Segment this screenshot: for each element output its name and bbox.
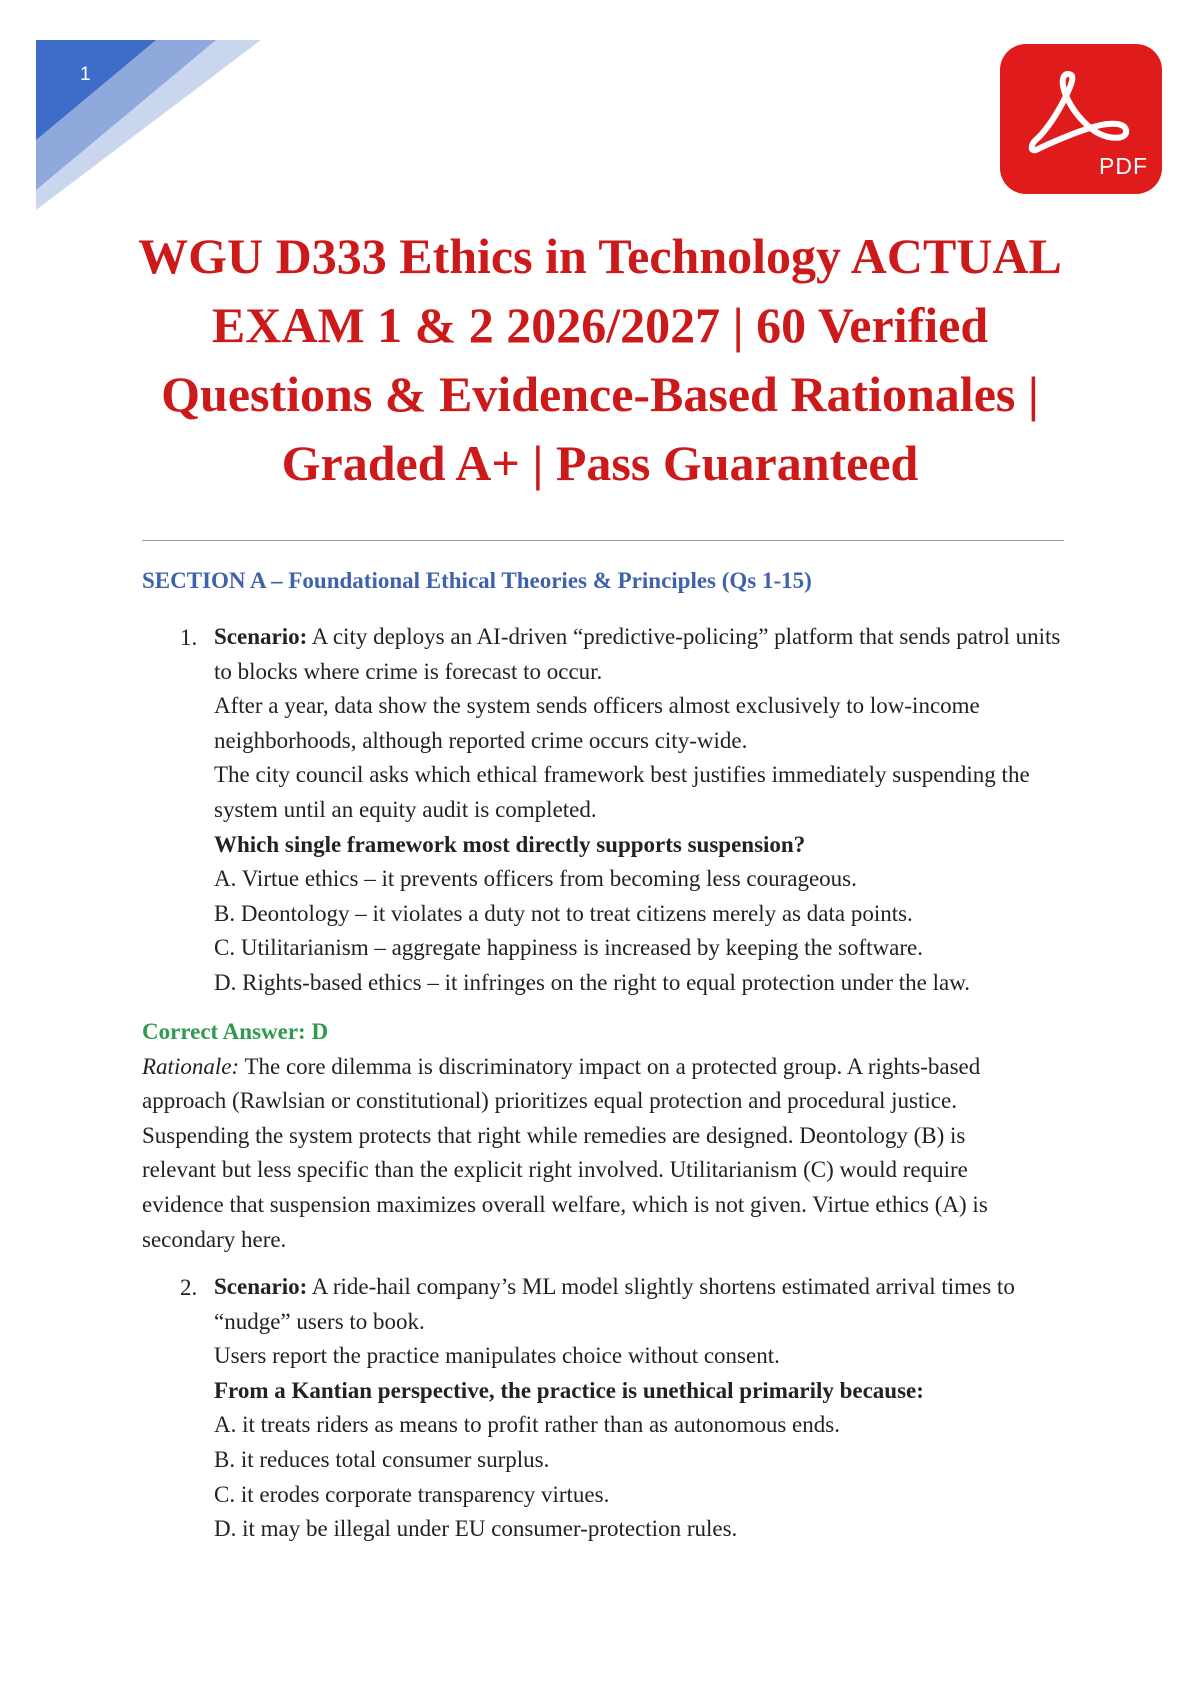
scenario-text: Users report the practice manipulates choice without consent. bbox=[214, 1343, 780, 1369]
document-title: WGU D333 Ethics in Technology ACTUAL EXAM 1 & 2 2026/2027 | 60 Verified Questions & Evidence-Based Rationales | Graded A+ | Pass Guaranteed bbox=[138, 228, 1062, 491]
answer-block-1 bbox=[142, 1015, 1042, 1257]
scenario-text: A city deploys an AI-driven “predictive-policing” platform that sends patrol units to blocks where crime is forecast to occur. bbox=[214, 624, 1061, 684]
question-prompt: From a Kantian perspective, the practice is unethical primarily because: bbox=[214, 1377, 924, 1403]
question-number: 1. bbox=[180, 625, 198, 650]
scenario-label: Scenario: bbox=[214, 624, 308, 649]
answer-option: A. Virtue ethics – it prevents officers from becoming less courageous. bbox=[214, 866, 857, 892]
corner-page-badge bbox=[36, 40, 261, 210]
question-1 bbox=[142, 620, 1072, 1001]
question-number: 2. bbox=[180, 1275, 198, 1300]
answer-option: B. Deontology – it violates a duty not to treat citizens merely as data points. bbox=[214, 900, 913, 926]
answer-option: D. Rights-based ethics – it infringes on the right to equal protection under the law. bbox=[214, 969, 971, 995]
answer-option: D. it may be illegal under EU consumer-protection rules. bbox=[214, 1516, 738, 1542]
answer-option: A. it treats riders as means to profit rather than as autonomous ends. bbox=[214, 1412, 840, 1438]
scenario-label: Scenario: bbox=[214, 1274, 308, 1299]
scenario-text: The city council asks which ethical framework best justifies immediately suspending the system until an equity audit is completed. bbox=[214, 762, 1030, 822]
title-divider bbox=[142, 540, 1064, 541]
page-number: 1 bbox=[80, 64, 91, 85]
question-2 bbox=[142, 1270, 1072, 1547]
pdf-label: PDF bbox=[1099, 153, 1148, 179]
answer-option: B. it reduces total consumer surplus. bbox=[214, 1446, 550, 1472]
question-prompt: Which single framework most directly supports suspension? bbox=[214, 831, 806, 857]
correct-answer: Correct Answer: D bbox=[142, 1019, 329, 1044]
answer-option: C. Utilitarianism – aggregate happiness is increased by keeping the software. bbox=[214, 935, 923, 961]
scenario-text: After a year, data show the system sends officers almost exclusively to low-income neighborhoods, although reported crime occurs city-wide. bbox=[214, 693, 980, 753]
scenario-text: A ride-hail company’s ML model slightly shortens estimated arrival times to “nudge” users to book. bbox=[214, 1274, 1015, 1334]
rationale-text: The core dilemma is discriminatory impact on a protected group. A rights-based approach (Rawlsian or constitutional) prioritizes equal protection and procedural justice. Suspending the system protects that right while remedies are designed. Deontology (B) is relevant but less specific than the explicit right involved. Utilitarianism (C) would require evidence that suspension maximizes overall welfare, which is not given. Virtue ethics (A) is secondary here. bbox=[142, 1053, 988, 1252]
answer-option: C. it erodes corporate transparency virtues. bbox=[214, 1481, 610, 1507]
pdf-file-icon bbox=[1000, 44, 1162, 194]
rationale-label: Rationale: bbox=[142, 1053, 240, 1079]
section-heading: SECTION A – Foundational Ethical Theories & Principles (Qs 1-15) bbox=[142, 568, 812, 593]
